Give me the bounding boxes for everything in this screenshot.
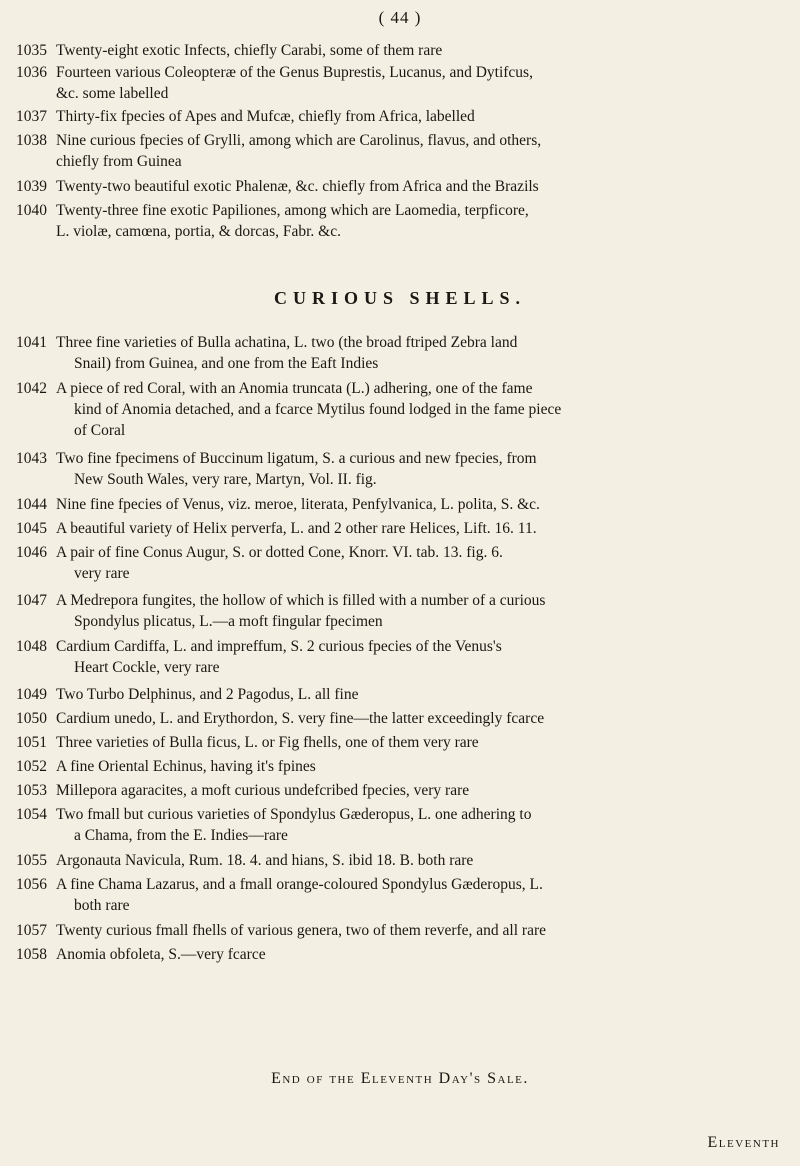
lot-text: of Coral — [74, 422, 126, 439]
lot-text: Cardium Cardiffa, L. and impreffum, S. 2 curious fpecies of the Venus's — [56, 638, 502, 655]
lot-number: 1039 — [16, 178, 47, 195]
lot-text: A pair of fine Conus Augur, S. or dotted Cone, Knorr. VI. tab. 13. fig. 6. — [56, 544, 503, 561]
lot-number: 1047 — [16, 592, 47, 609]
lot-text: Argonauta Navicula, Rum. 18. 4. and hians, S. ibid 18. B. both rare — [56, 852, 474, 869]
lot-number: 1055 — [16, 852, 47, 869]
lot-text: Twenty-eight exotic Infects, chiefly Carabi, some of them rare — [56, 42, 443, 59]
lot-number: 1044 — [16, 496, 47, 513]
lot-text: A fine Oriental Echinus, having it's fpines — [56, 758, 316, 775]
lot-number: 1056 — [16, 876, 47, 893]
lot-number: 1046 — [16, 544, 47, 561]
section-heading: CURIOUS SHELLS. — [273, 288, 527, 308]
lot-number: 1051 — [16, 734, 47, 751]
lot-text: Twenty-three fine exotic Papiliones, among which are Laomedia, terpficore, — [56, 202, 529, 219]
lot-text: Nine curious fpecies of Grylli, among which are Carolinus, flavus, and others, — [56, 132, 542, 149]
lot-text: L. violæ, camœna, portia, & dorcas, Fabr. &c. — [56, 223, 341, 240]
end-of-sale-line: End of the Eleventh Day's Sale. — [271, 1070, 529, 1087]
lot-number: 1049 — [16, 686, 47, 703]
lot-text: &c. some labelled — [56, 85, 169, 102]
lot-number: 1057 — [16, 922, 47, 939]
lot-text: chiefly from Guinea — [56, 153, 182, 170]
lot-number: 1042 — [16, 380, 47, 397]
lot-text: A piece of red Coral, with an Anomia truncata (L.) adhering, one of the fame — [56, 380, 533, 397]
lot-text: Three varieties of Bulla ficus, L. or Fig fhells, one of them very rare — [56, 734, 479, 751]
lot-number: 1038 — [16, 132, 47, 149]
lot-text: Two fine fpecimens of Buccinum ligatum, S. a curious and new fpecies, from — [56, 450, 537, 467]
lot-number: 1045 — [16, 520, 47, 537]
lot-text: A fine Chama Lazarus, and a fmall orange-coloured Spondylus Gæderopus, L. — [56, 876, 543, 893]
lot-text: Anomia obfoleta, S.—very fcarce — [56, 946, 266, 963]
lot-number: 1048 — [16, 638, 47, 655]
lot-text: kind of Anomia detached, and a fcarce Mytilus found lodged in the fame piece — [74, 401, 562, 418]
lot-number: 1037 — [16, 108, 47, 125]
lot-text: Three fine varieties of Bulla achatina, L. two (the broad ftriped Zebra land — [56, 334, 518, 351]
lot-text: Millepora agaracites, a moft curious undefcribed fpecies, very rare — [56, 782, 470, 799]
lot-text: Nine fine fpecies of Venus, viz. meroe, literata, Penfylvanica, L. polita, S. &c. — [56, 496, 540, 513]
lot-number: 1058 — [16, 946, 47, 963]
lot-text: Two fmall but curious varieties of Spondylus Gæderopus, L. one adhering to — [56, 806, 532, 823]
lot-text: Heart Cockle, very rare — [74, 659, 220, 676]
lot-text: Twenty curious fmall fhells of various genera, two of them reverfe, and all rare — [56, 922, 546, 939]
lot-text: Snail) from Guinea, and one from the Eaft Indies — [74, 355, 379, 372]
lot-text: New South Wales, very rare, Martyn, Vol. II. fig. — [74, 471, 377, 488]
page-number: ( 44 ) — [378, 8, 422, 27]
lot-number: 1036 — [16, 64, 47, 81]
lot-number: 1054 — [16, 806, 47, 823]
lot-text: Two Turbo Delphinus, and 2 Pagodus, L. all fine — [56, 686, 359, 703]
lot-number: 1053 — [16, 782, 47, 799]
lot-text: Thirty-fix fpecies of Apes and Mufcæ, chiefly from Africa, labelled — [56, 108, 475, 125]
lot-number: 1043 — [16, 450, 47, 467]
lot-number: 1052 — [16, 758, 47, 775]
lot-text: A beautiful variety of Helix perverfa, L. and 2 other rare Helices, Lift. 16. 11. — [56, 520, 537, 537]
lot-text: Cardium unedo, L. and Erythordon, S. very fine—the latter exceedingly fcarce — [56, 710, 545, 727]
lot-number: 1035 — [16, 42, 47, 59]
lot-text: A Medrepora fungites, the hollow of which is filled with a number of a curious — [56, 592, 546, 609]
lot-number: 1040 — [16, 202, 47, 219]
lot-text: very rare — [74, 565, 130, 582]
catchword: Eleventh — [707, 1134, 780, 1151]
lot-text: a Chama, from the E. Indies—rare — [74, 827, 288, 844]
lot-number: 1041 — [16, 334, 47, 351]
lot-text: Spondylus plicatus, L.—a moft fingular fpecimen — [74, 613, 383, 630]
lot-text: both rare — [74, 897, 130, 914]
lot-text: Twenty-two beautiful exotic Phalenæ, &c. chiefly from Africa and the Brazils — [56, 178, 539, 195]
lot-number: 1050 — [16, 710, 47, 727]
lot-text: Fourteen various Coleopteræ of the Genus Buprestis, Lucanus, and Dytifcus, — [56, 64, 533, 81]
